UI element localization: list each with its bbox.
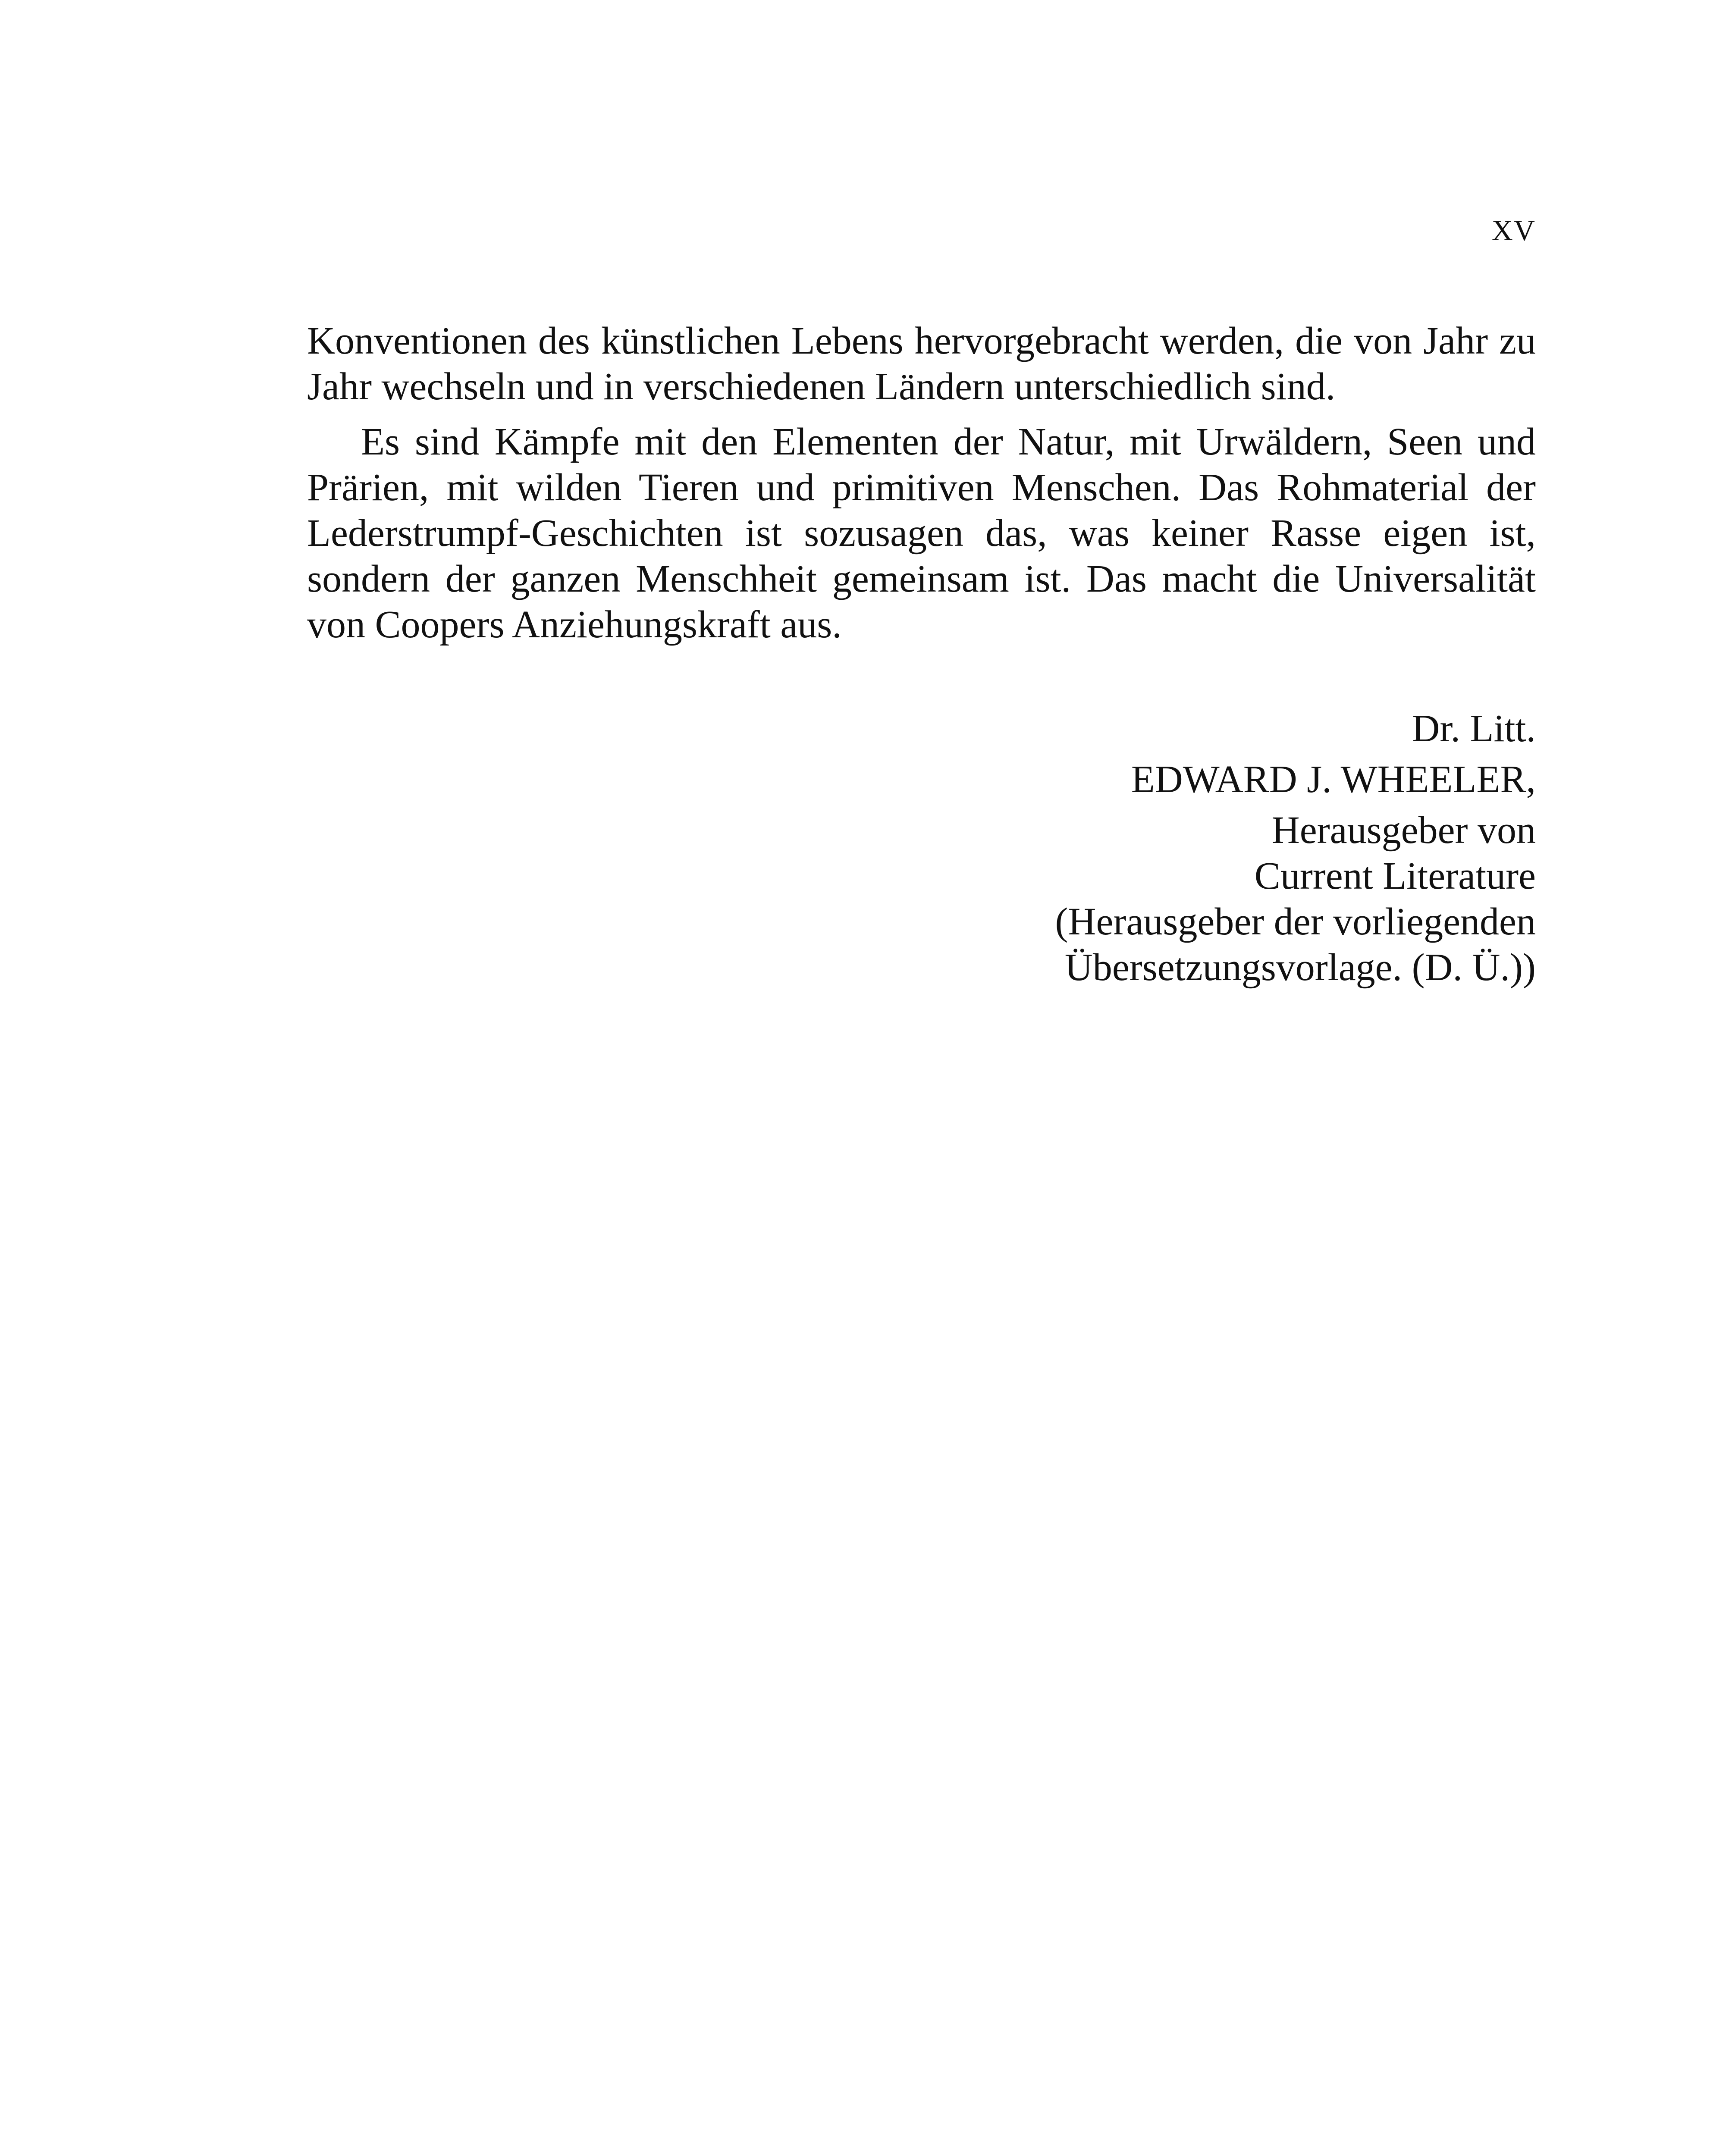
- signature-title: Dr. Litt.: [1412, 707, 1536, 750]
- signature-note-line-1: (Herausgeber der vorliegenden: [1055, 900, 1536, 943]
- paragraph-continuation: Konventionen des künstlichen Lebens hervorgebracht werden, die von Jahr zu Jahr wechseln und in verschiedenen Ländern unterschiedlich sind.: [307, 320, 1536, 408]
- signature-note-line-2: Übersetzungsvorlage. (D. Ü.)): [1064, 946, 1536, 989]
- signature-block: [759, 706, 1536, 990]
- body-text: [307, 318, 1536, 648]
- signature-role: Herausgeber von: [1271, 809, 1536, 852]
- signature-publication: Current Literature: [1254, 855, 1536, 897]
- paragraph: Es sind Kämpfe mit den Elementen der Natur, mit Urwäldern, Seen und Prärien, mit wilden Tieren und primitiven Menschen. Das Rohmaterial der Lederstrumpf-Geschichten ist sozusagen das, was keiner Rasse eigen ist, sondern der ganzen Menschheit gemeinsam ist. Das macht die Universalität von Coopers Anziehungskraft aus.: [307, 420, 1536, 646]
- signature-name: EDWARD J. WHEELER,: [1131, 758, 1536, 801]
- page-number: XV: [1491, 214, 1536, 247]
